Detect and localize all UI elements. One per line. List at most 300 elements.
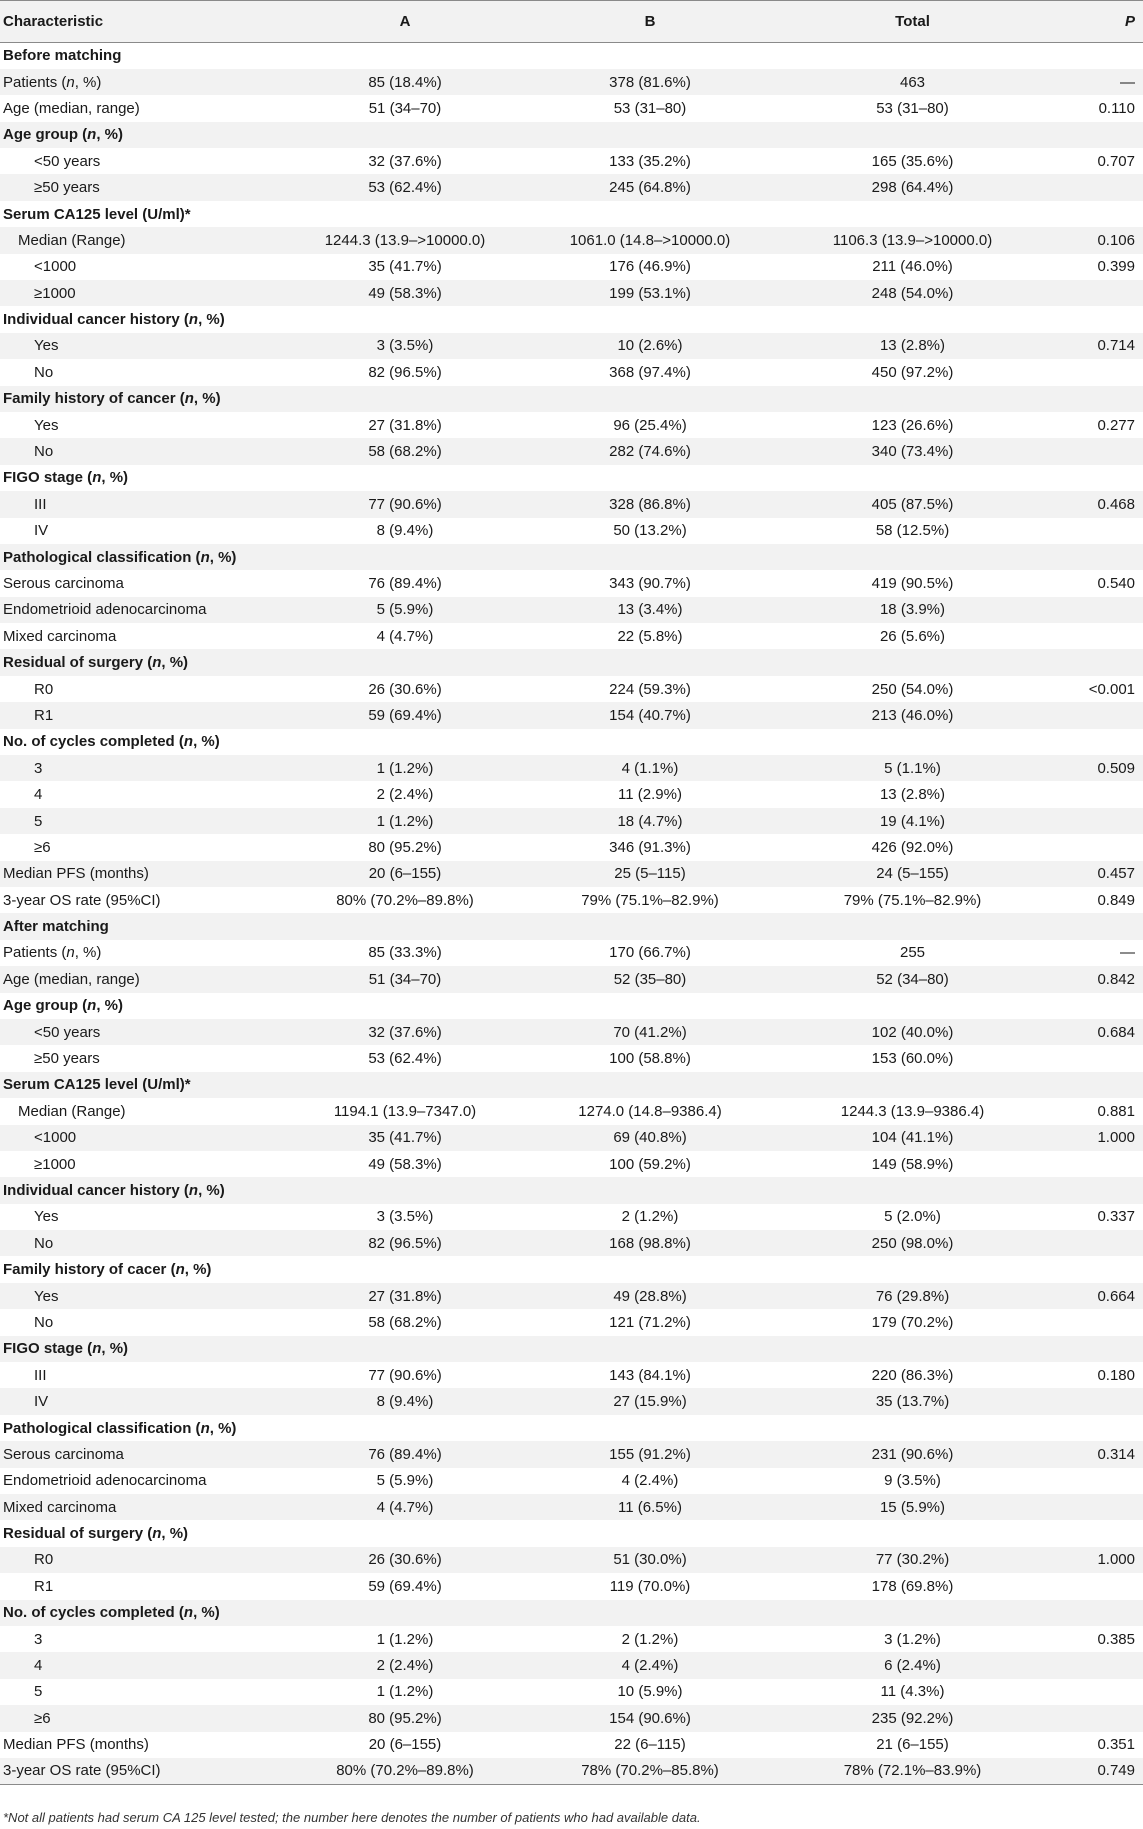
- cell-b: 378 (81.6%): [609, 73, 691, 91]
- table-row: [0, 887, 1143, 913]
- cell-b: 154 (40.7%): [609, 706, 691, 724]
- cell-b: 2 (1.2%): [621, 1208, 679, 1226]
- cell-p: 0.468: [1097, 495, 1135, 513]
- cell-total: 53 (31–80): [876, 99, 949, 117]
- row-label: 3: [34, 1630, 43, 1648]
- row-label: Median PFS (months): [3, 865, 149, 883]
- group-label: Family history of cacer (n, %): [3, 1261, 212, 1279]
- cell-total: 231 (90.6%): [871, 1445, 954, 1463]
- row-label: ≥1000: [34, 1155, 76, 1173]
- cell-b: 368 (97.4%): [609, 363, 691, 381]
- cell-total: 3 (1.2%): [884, 1630, 941, 1648]
- table-row: [0, 676, 1143, 702]
- row-label: <50 years: [34, 1023, 101, 1041]
- cell-total: 213 (46.0%): [871, 706, 954, 724]
- table-row: [0, 1362, 1143, 1388]
- cell-total: 76 (29.8%): [875, 1287, 950, 1305]
- table-row: [0, 438, 1143, 464]
- cell-a: 32 (37.6%): [368, 152, 442, 170]
- cell-total: 123 (26.6%): [871, 416, 954, 434]
- row-label: R1: [34, 706, 54, 724]
- cell-total: 15 (5.9%): [879, 1498, 946, 1516]
- cell-p: 0.749: [1097, 1762, 1135, 1780]
- group-label: Serum CA125 level (U/ml)*: [3, 1076, 191, 1094]
- cell-a: 3 (3.5%): [376, 337, 434, 355]
- group-row: [0, 544, 1143, 570]
- cell-b: 168 (98.8%): [609, 1234, 691, 1252]
- cell-a: 20 (6–155): [368, 1736, 442, 1754]
- cell-total: 11 (4.3%): [880, 1683, 945, 1701]
- table-row: [0, 1309, 1143, 1335]
- table-row: [0, 69, 1143, 95]
- group-row: [0, 122, 1143, 148]
- cell-b: 224 (59.3%): [609, 680, 691, 698]
- cell-b: 154 (90.6%): [609, 1709, 691, 1727]
- cell-b: 53 (31–80): [613, 99, 687, 117]
- cell-total: 21 (6–155): [876, 1736, 949, 1754]
- cell-a: 49 (58.3%): [368, 284, 442, 302]
- cell-b: 4 (1.1%): [621, 759, 679, 777]
- cell-a: 20 (6–155): [368, 865, 442, 883]
- cell-p: [1045, 781, 1143, 807]
- row-label: 3-year OS rate (95%CI): [3, 891, 161, 909]
- group-label: Individual cancer history (n, %): [3, 1181, 225, 1199]
- cell-a: 27 (31.8%): [368, 416, 442, 434]
- group-row: [0, 729, 1143, 755]
- cell-p: 0.385: [1097, 1630, 1135, 1648]
- group-row: [0, 1415, 1143, 1441]
- table-row: [0, 966, 1143, 992]
- cell-a: 1244.3 (13.9–>10000.0): [324, 231, 486, 249]
- row-label: Mixed carcinoma: [3, 1498, 117, 1516]
- cell-b: 50 (13.2%): [613, 522, 687, 540]
- cell-total: 298 (64.4%): [871, 179, 954, 197]
- table-row: [0, 1732, 1143, 1758]
- row-label: Serous carcinoma: [3, 575, 124, 592]
- section-row: [0, 913, 1143, 939]
- cell-p: [1045, 438, 1143, 464]
- cell-total: 13 (2.8%): [879, 786, 946, 804]
- table-row: [0, 491, 1143, 517]
- cell-p: [1045, 1705, 1143, 1731]
- row-label: <50 years: [34, 152, 101, 170]
- table-row: [0, 1388, 1143, 1414]
- cell-p: 0.664: [1097, 1287, 1135, 1305]
- table-row: [0, 1125, 1143, 1151]
- cell-total: 179 (70.2%): [871, 1313, 954, 1331]
- group-label: No. of cycles completed (n, %): [3, 1604, 220, 1622]
- row-label: 5: [34, 1683, 43, 1701]
- table-row: [0, 412, 1143, 438]
- cell-total: 78% (72.1%–83.9%): [843, 1762, 982, 1780]
- cell-b: 78% (70.2%–85.8%): [581, 1762, 719, 1780]
- cell-p: [1045, 280, 1143, 306]
- section-row: [0, 43, 1143, 69]
- table-row: [0, 755, 1143, 781]
- cell-total: 13 (2.8%): [879, 337, 946, 355]
- cell-total: 463: [899, 73, 926, 91]
- table-row: [0, 254, 1143, 280]
- cell-a: 77 (90.6%): [368, 495, 442, 513]
- cell-p: 0.540: [1097, 575, 1135, 592]
- cell-a: 26 (30.6%): [368, 1551, 442, 1569]
- cell-a: 1 (1.2%): [376, 759, 434, 777]
- table-row: [0, 940, 1143, 966]
- table-row: [0, 1204, 1143, 1230]
- row-label: Endometrioid adenocarcinoma: [3, 601, 207, 619]
- cell-b: 27 (15.9%): [613, 1393, 687, 1411]
- row-label: ≥6: [34, 1709, 51, 1727]
- cell-total: 211 (46.0%): [872, 258, 953, 276]
- group-label: Family history of cancer (n, %): [3, 390, 221, 408]
- cell-total: 405 (87.5%): [871, 495, 954, 513]
- group-label: FIGO stage (n, %): [3, 469, 129, 487]
- row-label: IV: [34, 522, 49, 540]
- header-row: [0, 1, 1143, 43]
- cell-b: 10 (2.6%): [617, 337, 683, 355]
- cell-b: 11 (6.5%): [618, 1498, 682, 1516]
- cell-a: 1 (1.2%): [376, 1630, 434, 1648]
- cell-a: 58 (68.2%): [368, 443, 442, 461]
- group-label: FIGO stage (n, %): [3, 1340, 129, 1358]
- cell-p: [1045, 597, 1143, 623]
- header-total: Total: [780, 1, 1045, 43]
- cell-a: 3 (3.5%): [376, 1208, 434, 1226]
- group-label: Age group (n, %): [3, 126, 123, 144]
- section-label: After matching: [3, 918, 109, 936]
- table-row: [0, 1468, 1143, 1494]
- cell-a: 51 (34–70): [368, 99, 442, 117]
- cell-total: 220 (86.3%): [871, 1366, 954, 1384]
- cell-p: [1045, 1309, 1143, 1335]
- row-label: Mixed carcinoma: [3, 627, 117, 645]
- cell-p: 1.000: [1097, 1129, 1135, 1147]
- cell-total: 248 (54.0%): [871, 284, 954, 302]
- row-label: R0: [34, 680, 54, 698]
- table-row: [0, 174, 1143, 200]
- cell-p: 0.399: [1097, 258, 1135, 276]
- row-label: No: [34, 363, 54, 381]
- cell-a: 35 (41.7%): [368, 1129, 442, 1147]
- cell-b: 52 (35–80): [613, 970, 687, 988]
- row-label: Yes: [34, 1287, 59, 1305]
- cell-a: 77 (90.6%): [368, 1366, 442, 1384]
- cell-b: 133 (35.2%): [609, 152, 691, 170]
- cell-p: 0.881: [1097, 1102, 1135, 1120]
- cell-total: 9 (3.5%): [884, 1472, 941, 1490]
- cell-b: 70 (41.2%): [613, 1023, 687, 1041]
- cell-a: 27 (31.8%): [368, 1287, 442, 1305]
- header-b: B: [520, 1, 780, 43]
- cell-b: 245 (64.8%): [609, 179, 691, 197]
- cell-p: 0.180: [1097, 1366, 1135, 1384]
- cell-a: 85 (18.4%): [368, 73, 442, 91]
- cell-total: 19 (4.1%): [879, 812, 946, 830]
- group-row: [0, 1177, 1143, 1203]
- cell-b: 176 (46.9%): [609, 258, 691, 276]
- group-label: Individual cancer history (n, %): [3, 311, 225, 329]
- cell-a: 51 (34–70): [368, 970, 442, 988]
- table-row: [0, 1758, 1143, 1784]
- group-row: [0, 386, 1143, 412]
- table-row: [0, 333, 1143, 359]
- row-label: Serous carcinoma: [3, 1445, 124, 1463]
- cell-a: 76 (89.4%): [368, 1445, 442, 1463]
- cell-a: 2 (2.4%): [376, 1657, 434, 1675]
- group-label: Pathological classification (n, %): [3, 1419, 237, 1437]
- cell-p: 0.509: [1097, 759, 1135, 777]
- cell-a: 1194.1 (13.9–7347.0): [333, 1102, 477, 1120]
- cell-p: [1045, 174, 1143, 200]
- cell-b: 79% (75.1%–82.9%): [581, 891, 719, 909]
- row-label: Patients (n, %): [3, 944, 102, 962]
- cell-p: [1045, 1151, 1143, 1177]
- table-row: [0, 1652, 1143, 1678]
- group-label: Serum CA125 level (U/ml)*: [3, 205, 191, 223]
- group-row: [0, 1072, 1143, 1098]
- section-label: Before matching: [3, 47, 122, 65]
- cell-a: 80 (95.2%): [368, 1709, 442, 1727]
- row-label: 4: [34, 1657, 43, 1675]
- cell-a: 32 (37.6%): [368, 1023, 442, 1041]
- cell-total: 1244.3 (13.9–9386.4): [840, 1102, 985, 1120]
- row-label: 4: [34, 786, 43, 804]
- cell-total: 58 (12.5%): [875, 522, 950, 540]
- cell-total: 165 (35.6%): [871, 152, 954, 170]
- cell-b: 346 (91.3%): [609, 838, 691, 856]
- cell-a: 80% (70.2%–89.8%): [336, 1762, 474, 1780]
- table-row: [0, 1441, 1143, 1467]
- row-label: R1: [34, 1577, 54, 1595]
- table-row: [0, 781, 1143, 807]
- cell-b: 121 (71.2%): [609, 1313, 691, 1331]
- cell-b: 13 (3.4%): [617, 601, 683, 619]
- cell-p: —: [1120, 944, 1135, 962]
- cell-p: 0.849: [1097, 891, 1135, 909]
- cell-b: 282 (74.6%): [609, 443, 691, 461]
- table-row: [0, 518, 1143, 544]
- table-row: [0, 861, 1143, 887]
- cell-total: 149 (58.9%): [871, 1155, 954, 1173]
- cell-a: 53 (62.4%): [368, 179, 442, 197]
- cell-total: 235 (92.2%): [871, 1709, 954, 1727]
- cell-b: 22 (5.8%): [617, 627, 683, 645]
- row-label: 3-year OS rate (95%CI): [3, 1762, 161, 1780]
- cell-total: 35 (13.7%): [875, 1393, 950, 1411]
- cell-b: 96 (25.4%): [613, 416, 687, 434]
- cell-p: 0.277: [1097, 416, 1135, 434]
- cell-p: [1045, 1468, 1143, 1494]
- table-row: [0, 1151, 1143, 1177]
- cell-p: <0.001: [1088, 680, 1135, 698]
- cell-a: 5 (5.9%): [376, 1472, 434, 1490]
- cell-total: 1106.3 (13.9–>10000.0): [832, 231, 993, 249]
- cell-a: 1 (1.2%): [376, 1683, 434, 1701]
- row-label: R0: [34, 1551, 54, 1569]
- cell-b: 328 (86.8%): [609, 495, 691, 513]
- cell-a: 8 (9.4%): [376, 522, 434, 540]
- cell-a: 2 (2.4%): [376, 786, 434, 804]
- table-row: [0, 1679, 1143, 1705]
- group-row: [0, 1600, 1143, 1626]
- table-row: [0, 570, 1143, 596]
- row-label: ≥50 years: [34, 179, 100, 197]
- cell-p: 0.842: [1097, 970, 1135, 988]
- row-label: 5: [34, 812, 43, 830]
- cell-b: 49 (28.8%): [613, 1287, 687, 1305]
- cell-total: 6 (2.4%): [884, 1657, 941, 1675]
- group-label: Pathological classification (n, %): [3, 548, 237, 566]
- cell-b: 18 (4.7%): [617, 812, 683, 830]
- cell-a: 76 (89.4%): [368, 575, 442, 592]
- cell-total: 52 (34–80): [876, 970, 949, 988]
- header-p: P: [1045, 1, 1143, 43]
- cell-b: 343 (90.7%): [609, 575, 691, 592]
- row-label: Patients (n, %): [3, 73, 102, 91]
- cell-b: 51 (30.0%): [613, 1551, 687, 1569]
- cell-total: 104 (41.1%): [871, 1129, 954, 1147]
- cell-total: 5 (1.1%): [884, 759, 941, 777]
- cell-b: 69 (40.8%): [613, 1129, 687, 1147]
- row-label: No: [34, 1313, 54, 1331]
- cell-a: 35 (41.7%): [368, 258, 442, 276]
- cell-p: [1045, 1652, 1143, 1678]
- group-row: [0, 1520, 1143, 1546]
- footnote: *Not all patients had serum CA 125 level tested; the number here denotes the number of patients who had available data.: [3, 1810, 701, 1825]
- cell-p: 0.351: [1097, 1736, 1135, 1754]
- table-row: [0, 1626, 1143, 1652]
- group-label: Residual of surgery (n, %): [3, 1525, 189, 1543]
- table-body: [0, 43, 1143, 1785]
- cell-a: 49 (58.3%): [368, 1155, 442, 1173]
- table-row: [0, 597, 1143, 623]
- cell-total: 178 (69.8%): [871, 1577, 954, 1595]
- cell-a: 8 (9.4%): [376, 1393, 434, 1411]
- cell-b: 199 (53.1%): [609, 284, 691, 302]
- cell-total: 79% (75.1%–82.9%): [843, 891, 982, 909]
- group-row: [0, 306, 1143, 332]
- cell-p: [1045, 834, 1143, 860]
- cell-p: 0.337: [1097, 1208, 1135, 1226]
- row-label: Age (median, range): [3, 970, 140, 988]
- table-row: [0, 834, 1143, 860]
- cell-total: 255: [899, 944, 926, 962]
- cell-b: 100 (59.2%): [609, 1155, 691, 1173]
- cell-total: 102 (40.0%): [871, 1023, 954, 1041]
- cell-a: 59 (69.4%): [368, 1577, 442, 1595]
- cell-b: 11 (2.9%): [618, 786, 682, 804]
- group-label: No. of cycles completed (n, %): [3, 733, 220, 751]
- row-label: Yes: [34, 337, 59, 355]
- cell-p: 0.684: [1097, 1023, 1135, 1041]
- group-row: [0, 993, 1143, 1019]
- row-label: Yes: [34, 416, 59, 434]
- cell-p: [1045, 1045, 1143, 1071]
- cell-p: [1045, 359, 1143, 385]
- cell-total: 419 (90.5%): [871, 575, 954, 592]
- table-row: [0, 1494, 1143, 1520]
- cell-p: —: [1120, 73, 1135, 91]
- cell-b: 143 (84.1%): [609, 1366, 691, 1384]
- cell-p: 1.000: [1097, 1551, 1135, 1569]
- cell-b: 2 (1.2%): [621, 1630, 679, 1648]
- table-header: [0, 1, 1143, 43]
- cell-b: 10 (5.9%): [617, 1683, 683, 1701]
- cell-p: [1045, 808, 1143, 834]
- table-row: [0, 1705, 1143, 1731]
- cell-p: 0.714: [1097, 337, 1135, 355]
- row-label: Endometrioid adenocarcinoma: [3, 1472, 207, 1490]
- table-row: [0, 359, 1143, 385]
- row-label: Median (Range): [18, 1102, 126, 1120]
- cell-total: 18 (3.9%): [879, 601, 946, 619]
- cell-a: 80% (70.2%–89.8%): [336, 891, 474, 909]
- cell-total: 77 (30.2%): [875, 1551, 950, 1569]
- table-row: [0, 623, 1143, 649]
- cell-b: 1274.0 (14.8–9386.4): [578, 1102, 722, 1120]
- cell-a: 4 (4.7%): [376, 1498, 434, 1516]
- row-label: <1000: [34, 258, 77, 276]
- cell-p: [1045, 623, 1143, 649]
- cell-a: 53 (62.4%): [368, 1050, 442, 1068]
- table-row: [0, 1098, 1143, 1124]
- cell-p: [1045, 1230, 1143, 1256]
- cell-total: 426 (92.0%): [871, 838, 954, 856]
- cell-total: 153 (60.0%): [871, 1050, 954, 1068]
- table-row: [0, 1573, 1143, 1599]
- group-label: Age group (n, %): [3, 997, 123, 1015]
- cell-total: 26 (5.6%): [879, 627, 946, 645]
- row-label: No: [34, 1234, 54, 1252]
- table-row: [0, 1547, 1143, 1573]
- header-a: A: [290, 1, 520, 43]
- group-label: Residual of surgery (n, %): [3, 654, 189, 672]
- cell-p: [1045, 1388, 1143, 1414]
- table-row: [0, 808, 1143, 834]
- table-row: [0, 1230, 1143, 1256]
- cell-p: [1045, 1573, 1143, 1599]
- cell-a: 82 (96.5%): [368, 1234, 442, 1252]
- cell-b: 4 (2.4%): [621, 1472, 679, 1490]
- header-characteristic: Characteristic: [0, 1, 290, 43]
- cell-total: 24 (5–155): [876, 865, 949, 883]
- row-label: ≥6: [34, 838, 51, 856]
- row-label: <1000: [34, 1129, 77, 1147]
- cell-total: 5 (2.0%): [884, 1208, 941, 1226]
- cell-p: 0.707: [1097, 152, 1135, 170]
- cell-b: 1061.0 (14.8–>10000.0): [569, 231, 731, 249]
- cell-a: 4 (4.7%): [376, 627, 434, 645]
- cell-total: 250 (98.0%): [871, 1234, 954, 1252]
- table-row: [0, 1283, 1143, 1309]
- cell-total: 340 (73.4%): [871, 443, 954, 461]
- cell-p: 0.457: [1097, 865, 1135, 883]
- table-row: [0, 95, 1143, 121]
- cell-a: 85 (33.3%): [368, 944, 442, 962]
- group-row: [0, 465, 1143, 491]
- cell-b: 4 (2.4%): [621, 1657, 679, 1675]
- group-row: [0, 1336, 1143, 1362]
- row-label: 3: [34, 759, 43, 777]
- cell-b: 119 (70.0%): [609, 1577, 691, 1595]
- group-row: [0, 201, 1143, 227]
- row-label: Yes: [34, 1208, 59, 1226]
- row-label: ≥1000: [34, 284, 76, 302]
- table-row: [0, 702, 1143, 728]
- table-row: [0, 227, 1143, 253]
- cell-p: 0.106: [1097, 231, 1135, 249]
- table-row: [0, 1045, 1143, 1071]
